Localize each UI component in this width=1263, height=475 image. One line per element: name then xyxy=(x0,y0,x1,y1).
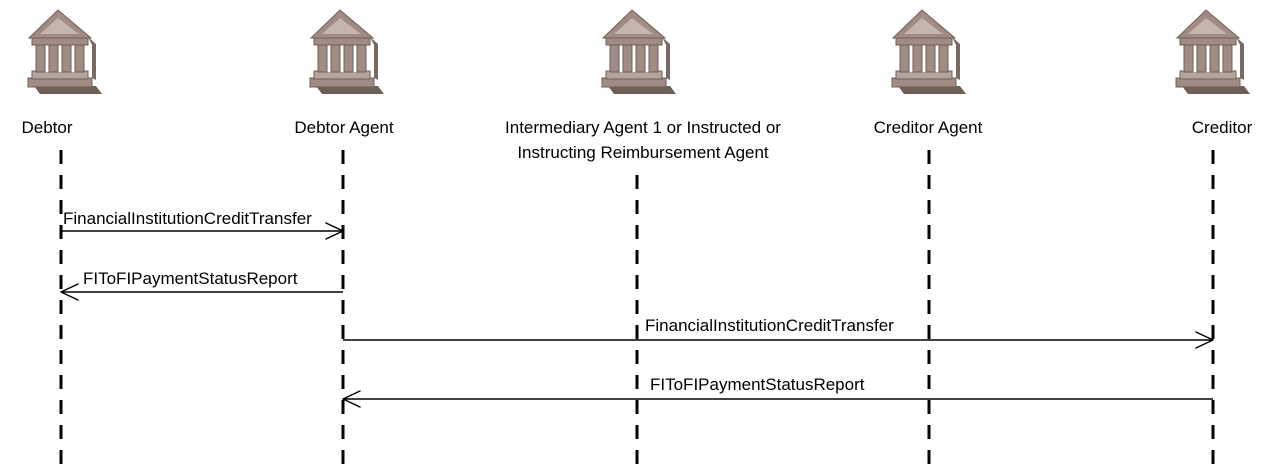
message-1 xyxy=(61,209,343,239)
bank-building-icon xyxy=(310,10,384,94)
participant-debtor xyxy=(21,10,102,137)
message-label: FIToFIPaymentStatusReport xyxy=(650,375,865,394)
participant-label: Debtor xyxy=(21,118,73,137)
participant-creditor-agent xyxy=(874,10,983,137)
participant-label-line-2: Instructing Reimbursement Agent xyxy=(517,143,769,162)
message-label: FinancialInstitutionCreditTransfer xyxy=(63,209,312,228)
participant-label-line-1: Intermediary Agent 1 or Instructed or xyxy=(505,118,781,137)
bank-building-icon xyxy=(28,10,102,94)
bank-building-icon xyxy=(1176,10,1250,94)
participant-creditor xyxy=(1176,10,1253,137)
message-label: FIToFIPaymentStatusReport xyxy=(83,269,298,288)
participant-label: Debtor Agent xyxy=(294,118,394,137)
participant-intermediary-agent xyxy=(505,10,781,162)
bank-building-icon xyxy=(892,10,966,94)
participant-label: Creditor xyxy=(1191,118,1253,137)
message-2 xyxy=(61,269,343,300)
message-label: FinancialInstitutionCreditTransfer xyxy=(645,316,894,335)
bank-building-icon xyxy=(602,10,676,94)
message-4 xyxy=(343,375,1213,407)
participant-debtor-agent xyxy=(294,10,394,137)
participant-label: Creditor Agent xyxy=(873,118,983,137)
message-3 xyxy=(343,316,1213,348)
